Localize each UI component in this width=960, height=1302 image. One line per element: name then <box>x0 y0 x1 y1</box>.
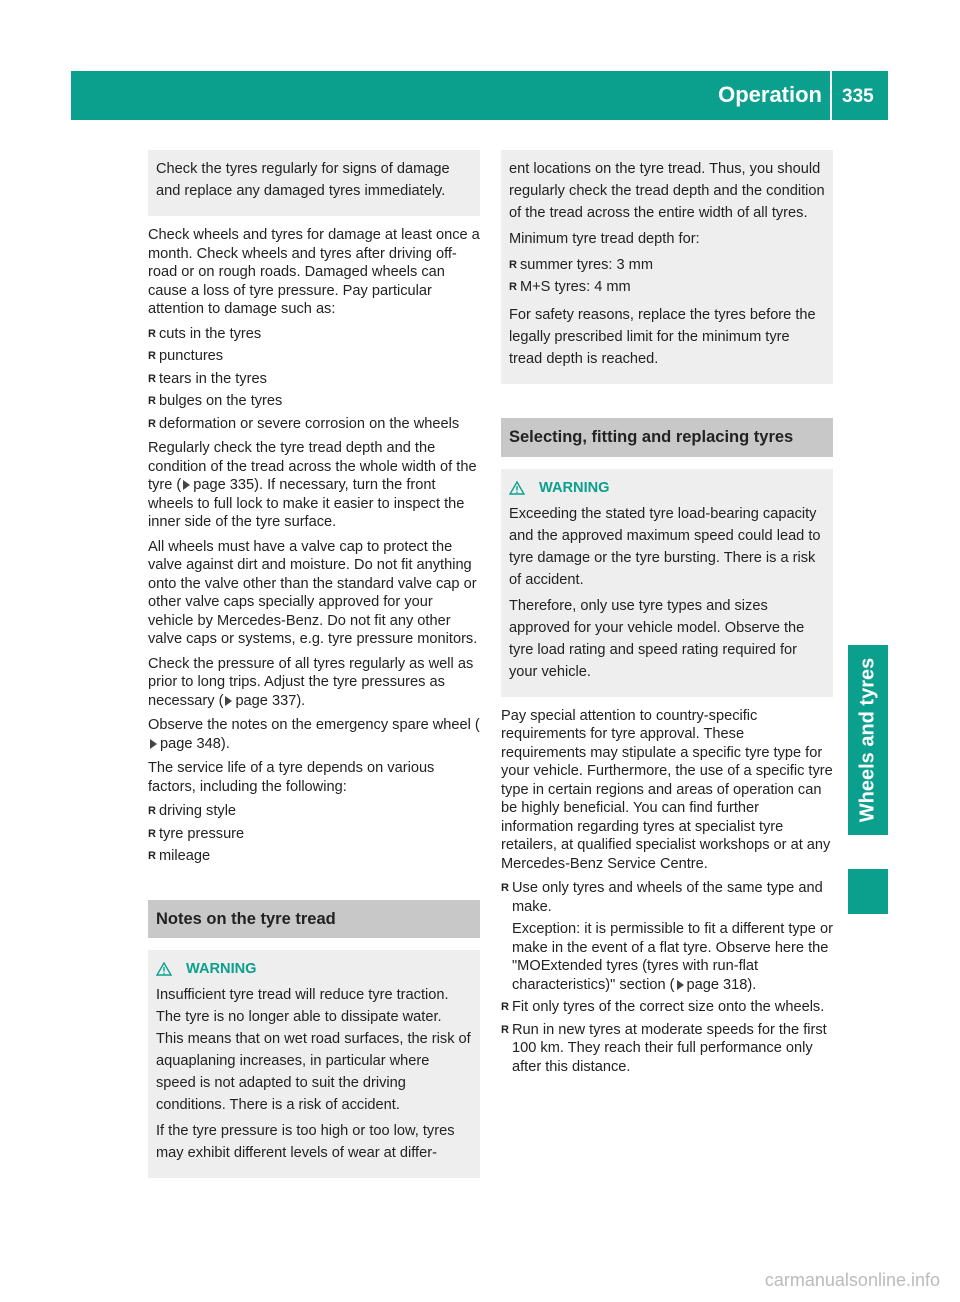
info-box <box>148 150 480 216</box>
paragraph: Observe the notes on the emergency spare wheel (page 348). <box>148 717 480 752</box>
paragraph: Pay special attention to country-specific requirements for tyre approval. These requirements may stipulate a specific tyre type for your vehicle. Furthermore, the use of a specific tyre type in certain regions and areas of operation can be highly beneficial. You can find further information regarding tyres at specialist tyre retailers, at qualified specialist workshops or at any Mercedes-Benz Service Centre. <box>501 707 833 872</box>
section-title: Operation <box>718 82 822 107</box>
page-ref-arrow-icon <box>183 480 190 490</box>
warning-triangle-icon <box>156 962 172 976</box>
page-ref-link[interactable]: page 318 <box>686 976 748 993</box>
page-ref-arrow-icon <box>677 980 684 990</box>
warning-header <box>156 958 472 980</box>
page-ref-link[interactable]: page 337 <box>235 692 297 709</box>
warning-header <box>509 477 825 499</box>
damage-list <box>148 325 480 434</box>
list-item: R Use only tyres and wheels of the same type and make. Exception: it is permissible to fit a different type or make in the event of a flat tyre. Observe here the "MOExtended tyres (tyres with run-flat characteristics)" section ( page 318). <box>501 879 833 994</box>
list-item: R punctures <box>148 347 480 366</box>
warning-text: For safety reasons, replace the tyres before the legally prescribed limit for the minimum tyre tread depth is reached. <box>509 307 816 367</box>
section-heading: Notes on the tyre tread <box>148 900 480 939</box>
warning-text: If the tyre pressure is too high or too low, tyres may exhibit different levels of wear at differ- <box>156 1123 455 1161</box>
right-column <box>501 150 833 1082</box>
list-item: R mileage <box>148 847 480 866</box>
warning-text: Exceeding the stated tyre load-bearing capacity and the approved maximum speed could lead to tyre damage or the tyre bursting. There is a risk of accident. <box>509 505 821 588</box>
page-ref-link[interactable]: page 348 <box>160 735 221 752</box>
info-box-text: Check the tyres regularly for signs of damage and replace any damaged tyres immediately. <box>156 161 450 199</box>
warning-label: WARNING <box>539 479 610 496</box>
page-number: 335 <box>842 86 874 107</box>
list-item: R M+S tyres: 4 mm <box>509 276 825 298</box>
page-ref-arrow-icon <box>225 696 232 706</box>
paragraph: Check the pressure of all tyres regularly as well as prior to long trips. Adjust the tyre pressures as necessary ( page 337). <box>148 655 474 709</box>
warning-text: Minimum tyre tread depth for: <box>509 231 700 247</box>
paragraph: All wheels must have a valve cap to protect the valve against dirt and moisture. Do not fit anything onto the valve other than the standard valve cap or other valve caps specially approved for your vehicle by Mercedes-Benz. Do not fit any other valve caps or systems, e.g. tyre pressure monitors. <box>148 538 478 647</box>
paragraph: Check wheels and tyres for damage at least once a month. Check wheels and tyres after driving off-road or on rough roads. Damaged wheels can cause a loss of tyre pressure. Pay particular attention to damage such as: <box>148 227 480 317</box>
warning-text: Insufficient tyre tread will reduce tyre traction. The tyre is no longer able to dissipate water. This means that on wet road surfaces, the risk of aquaplaning increases, in particular where speed is not adapted to suit the driving conditions. There is a risk of accident. <box>156 987 471 1113</box>
warning-triangle-icon <box>509 481 525 495</box>
tread-depth-list <box>509 254 825 298</box>
warning-text: Therefore, only use tyre types and sizes approved for your vehicle model. Observe the tyre load rating and speed rating required for your vehicle. <box>509 597 805 680</box>
list-item-note: Exception: it is permissible to fit a different type or make in the event of a flat tyre. Observe here the "MOExtended tyres (tyres with run-flat characteristics)" section ( page 318). <box>512 921 833 993</box>
chapter-tab <box>848 645 888 835</box>
list-item: R deformation or severe corrosion on the wheels <box>148 415 480 434</box>
watermark: carmanualsonline.info <box>764 1270 940 1290</box>
warning-box-continued <box>501 150 833 384</box>
list-item: R cuts in the tyres <box>148 325 480 344</box>
page-header <box>71 71 888 120</box>
list-item: R tyre pressure <box>148 825 480 844</box>
warning-box <box>148 950 480 1178</box>
list-item: R Run in new tyres at moderate speeds for the first 100 km. They reach their full performance only after this distance. <box>501 1021 833 1077</box>
warning-box <box>501 469 833 697</box>
list-item: R bulges on the tyres <box>148 392 480 411</box>
list-item: R tears in the tyres <box>148 370 480 389</box>
list-item: R driving style <box>148 802 480 821</box>
chapter-tab-marker <box>848 869 888 914</box>
section-heading: Selecting, fitting and replacing tyres <box>501 418 833 457</box>
chapter-tab-label: Wheels and tyres <box>856 657 879 823</box>
warning-label: WARNING <box>186 961 257 977</box>
paragraph: The service life of a tyre depends on various factors, including the following: <box>148 760 435 795</box>
factor-list <box>148 802 480 866</box>
list-item: R Fit only tyres of the correct size onto the wheels. <box>501 998 833 1017</box>
paragraph: Regularly check the tyre tread depth and the condition of the tread across the whole width of the tyre ( page 335). If necessary, turn the front wheels to full lock to make it easier to inspect the inner side of the tyre surface. <box>148 440 477 530</box>
left-column <box>148 150 480 1188</box>
tyre-rules-list <box>501 879 833 1076</box>
list-item: R summer tyres: 3 mm <box>509 254 825 276</box>
warning-text: ent locations on the tyre tread. Thus, you should regularly check the tread depth and the condition of the tread across the entire width of all tyres. <box>509 161 825 221</box>
page-ref-link[interactable]: page 335 <box>193 477 255 493</box>
page-ref-arrow-icon <box>150 739 157 749</box>
header-divider <box>830 71 832 120</box>
